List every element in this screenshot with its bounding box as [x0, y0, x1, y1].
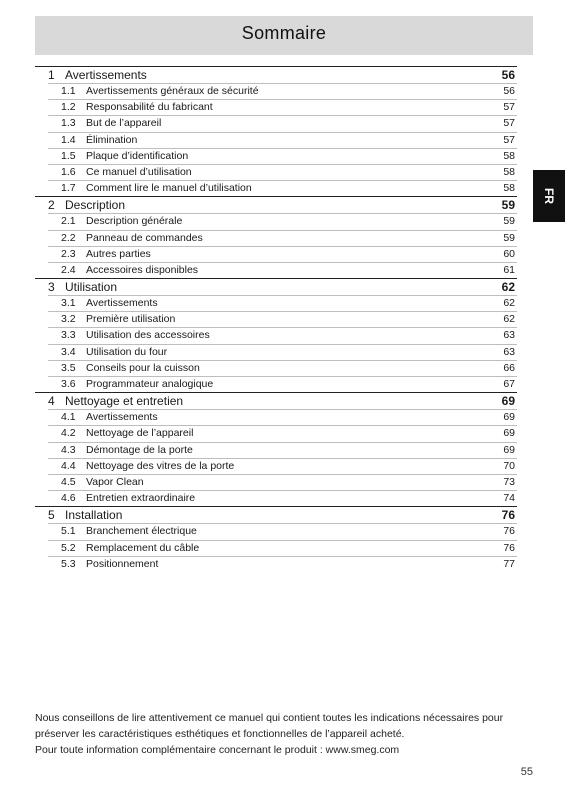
toc-item-number: 4.2 [61, 427, 76, 440]
toc-section-number: 4 [48, 394, 55, 409]
toc-item[interactable] [48, 376, 517, 392]
toc-item-title: Description générale [86, 215, 183, 228]
toc-item-page: 57 [503, 133, 515, 146]
toc-item[interactable] [48, 311, 517, 327]
toc-item-number: 2.3 [61, 247, 76, 260]
toc-item-title: Comment lire le manuel d’utilisation [86, 182, 252, 195]
toc-item-title: Accessoires disponibles [86, 263, 199, 276]
toc-item-title: Démontage de la porte [86, 443, 193, 456]
toc-item-page: 63 [503, 345, 515, 358]
toc-item-title: Branchement électrique [86, 525, 197, 538]
toc-section[interactable] [35, 196, 517, 213]
toc-section-page: 69 [501, 394, 515, 409]
toc-item-title: Panneau de commandes [86, 231, 203, 244]
title-bar [35, 16, 533, 55]
toc-item-title: Nettoyage des vitres de la porte [86, 459, 235, 472]
toc-item-page: 56 [503, 85, 515, 97]
toc-item-page: 58 [503, 149, 515, 162]
toc-item[interactable] [48, 132, 517, 148]
toc-item-title: Avertissements [86, 297, 158, 310]
toc-item-title: Positionnement [86, 557, 159, 570]
toc-item-title: But de l’appareil [86, 117, 162, 130]
toc-section-title: Avertissements [65, 68, 147, 82]
footer-contact: Pour toute information complémentaire concernant le produit : www.smeg.com [35, 744, 400, 756]
toc-item[interactable] [48, 490, 517, 506]
toc-item[interactable] [48, 523, 517, 539]
toc-item-number: 1.6 [61, 165, 76, 178]
toc-item-number: 3.6 [61, 378, 76, 390]
toc-section-number: 1 [48, 68, 55, 82]
page-number: 55 [520, 766, 533, 778]
toc-item-page: 73 [503, 475, 515, 488]
toc-item-number: 1.7 [61, 182, 76, 195]
toc-item-number: 1.1 [61, 85, 76, 97]
toc-item-page: 59 [503, 231, 515, 244]
toc-item-number: 1.2 [61, 101, 76, 114]
toc-item-title: Élimination [86, 133, 138, 146]
toc-item-page: 62 [503, 297, 515, 310]
toc-item-page: 69 [503, 427, 515, 440]
toc-section-title: Nettoyage et entretien [65, 394, 184, 409]
toc-item[interactable] [48, 442, 517, 458]
toc-item-number: 3.1 [61, 297, 76, 310]
toc-item-number: 2.4 [61, 263, 76, 276]
toc-item[interactable] [48, 474, 517, 490]
toc-item[interactable] [48, 458, 517, 474]
toc-section[interactable] [35, 66, 517, 83]
toc-item-number: 3.3 [61, 329, 76, 342]
footer-note [35, 710, 535, 758]
toc-item-title: Remplacement du câble [86, 541, 200, 554]
toc-item[interactable] [48, 409, 517, 425]
toc-section-page: 56 [501, 68, 515, 82]
toc-item-page: 74 [503, 492, 515, 505]
toc-item-number: 3.4 [61, 345, 76, 358]
toc-item-number: 1.4 [61, 133, 76, 146]
toc-section-number: 2 [48, 198, 55, 213]
toc-item-number: 4.5 [61, 475, 76, 488]
toc-section-page: 76 [501, 508, 515, 523]
toc-item-page: 66 [503, 361, 515, 374]
toc-section-page: 62 [501, 280, 515, 295]
toc-item-number: 5.3 [61, 557, 76, 570]
toc-item-title: Première utilisation [86, 313, 176, 326]
toc-item-page: 76 [503, 525, 515, 538]
toc-item-title: Utilisation du four [86, 345, 168, 358]
toc-item-title: Plaque d’identification [86, 149, 189, 162]
toc-item-page: 59 [503, 215, 515, 228]
toc-section[interactable] [35, 506, 517, 523]
language-label: FR [542, 188, 556, 204]
toc-item-title: Ce manuel d’utilisation [86, 165, 192, 178]
toc-item-number: 1.5 [61, 149, 76, 162]
toc-item-page: 69 [503, 443, 515, 456]
toc-item-page: 60 [503, 247, 515, 260]
toc-item-number: 3.2 [61, 313, 76, 326]
toc-section-number: 5 [48, 508, 55, 523]
toc-item-title: Vapor Clean [86, 475, 144, 488]
language-tab [533, 170, 565, 222]
toc-item[interactable] [48, 540, 517, 556]
toc-item[interactable] [48, 295, 517, 311]
toc-item-title: Autres parties [86, 247, 151, 260]
toc-item[interactable] [48, 164, 517, 180]
toc-item[interactable] [48, 148, 517, 164]
toc-section[interactable] [35, 392, 517, 409]
toc-item-page: 69 [503, 411, 515, 424]
toc-item-title: Avertissements [86, 411, 158, 424]
toc-item[interactable] [48, 327, 517, 343]
toc-item-number: 4.3 [61, 443, 76, 456]
toc-item-page: 63 [503, 329, 515, 342]
toc-item-page: 67 [503, 378, 515, 390]
toc-item-page: 57 [503, 117, 515, 130]
toc-item-number: 2.2 [61, 231, 76, 244]
toc-item[interactable] [48, 556, 517, 572]
toc-item[interactable] [48, 115, 517, 131]
toc-item[interactable] [48, 99, 517, 115]
toc-item-page: 70 [503, 459, 515, 472]
toc-item[interactable] [48, 246, 517, 262]
toc-item[interactable] [48, 213, 517, 229]
toc-item-page: 77 [503, 557, 515, 570]
toc-section-title: Installation [65, 508, 123, 523]
toc-item-page: 58 [503, 165, 515, 178]
toc-section-title: Utilisation [65, 280, 118, 295]
toc-item-title: Nettoyage de l’appareil [86, 427, 194, 440]
toc-item[interactable] [48, 425, 517, 441]
toc-item-number: 2.1 [61, 215, 76, 228]
toc-item-title: Entretien extraordinaire [86, 492, 196, 505]
page-title: Sommaire [241, 23, 327, 43]
toc-item-page: 61 [503, 263, 515, 276]
toc-section-number: 3 [48, 280, 55, 295]
toc-item[interactable] [48, 262, 517, 278]
toc-item-page: 62 [503, 313, 515, 326]
toc-item-number: 5.2 [61, 541, 76, 554]
toc-item-title: Utilisation des accessoires [86, 329, 210, 342]
toc-item[interactable] [48, 344, 517, 360]
toc-item[interactable] [48, 180, 517, 196]
toc-section-page: 59 [501, 198, 515, 213]
toc-item-number: 3.5 [61, 361, 76, 374]
toc-item-title: Conseils pour la cuisson [86, 361, 200, 374]
toc-item-number: 4.4 [61, 459, 76, 472]
toc-item-page: 58 [503, 182, 515, 195]
table-of-contents [35, 66, 517, 572]
toc-section[interactable] [35, 278, 517, 295]
toc-item-page: 76 [503, 541, 515, 554]
toc-item[interactable] [48, 83, 517, 99]
toc-item-number: 4.1 [61, 411, 76, 424]
footer-advice: Nous conseillons de lire attentivement ce manuel qui contient toutes les indications nécessaires pour préserver les caractéristiques esthétiques et fonctionnelles de l’appareil acheté. [35, 712, 504, 740]
toc-item-number: 1.3 [61, 117, 76, 130]
toc-item-page: 57 [503, 101, 515, 114]
toc-item-title: Responsabilité du fabricant [86, 101, 213, 114]
toc-item-number: 5.1 [61, 525, 76, 538]
toc-item[interactable] [48, 360, 517, 376]
toc-item-title: Avertissements généraux de sécurité [86, 85, 259, 97]
toc-item-number: 4.6 [61, 492, 76, 505]
toc-item-title: Programmateur analogique [86, 378, 214, 390]
toc-item[interactable] [48, 230, 517, 246]
toc-section-title: Description [65, 198, 126, 213]
